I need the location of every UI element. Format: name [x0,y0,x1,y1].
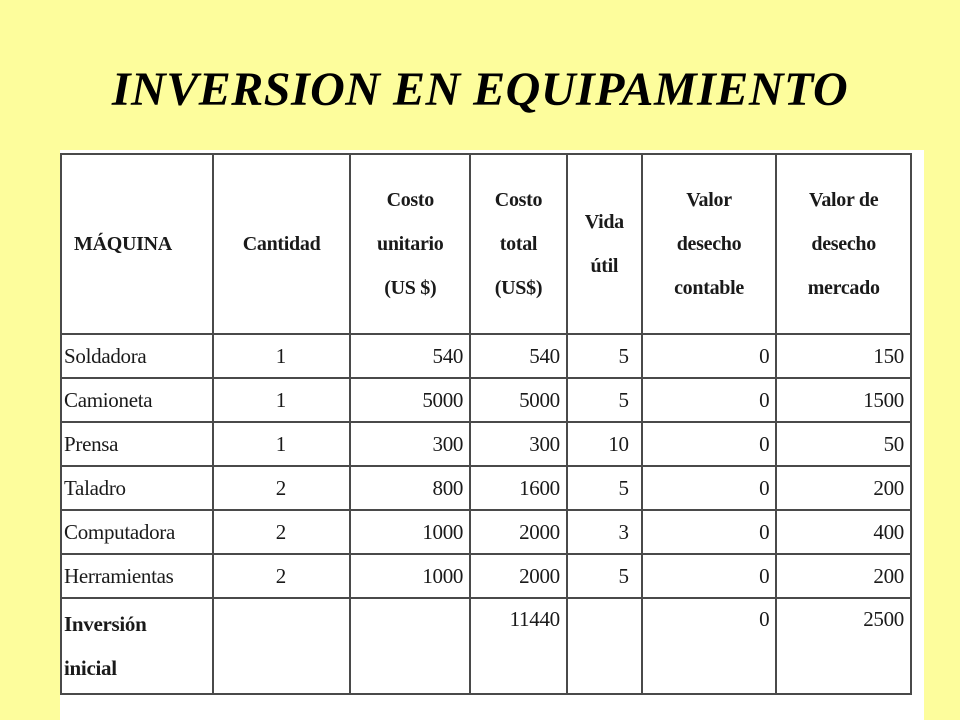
header-quantity [213,154,351,334]
cell-useful-life: 5 [567,378,642,422]
cell-quantity: 1 [213,422,351,466]
header-book-salvage-line1: Valor [686,189,732,211]
cell-useful-life: 10 [567,422,642,466]
total-label-line1: Inversión [64,612,147,636]
cell-quantity: 1 [213,378,351,422]
cell-useful-life: 3 [567,510,642,554]
cell-market-salvage: 200 [776,554,911,598]
cell-unit-cost: 5000 [350,378,470,422]
header-market-salvage-line2: desecho [811,233,876,255]
table-row [61,466,911,510]
cell-total-cost: 5000 [470,378,567,422]
cell-book-salvage: 0 [642,466,777,510]
header-useful-life [567,154,642,334]
cell-machine: Herramientas [61,554,213,598]
table-row [61,334,911,378]
total-row [61,598,911,694]
cell-unit-cost: 1000 [350,554,470,598]
cell-book-salvage: 0 [642,422,777,466]
cell-total-cost: 2000 [470,510,567,554]
cell-unit-cost: 540 [350,334,470,378]
cell-machine: Soldadora [61,334,213,378]
header-market-salvage [776,154,911,334]
header-unit-cost-line1: Costo [386,189,434,211]
header-machine-line1: MÁQUINA [74,233,172,255]
cell-unit-cost: 300 [350,422,470,466]
cell-total-cost: 300 [470,422,567,466]
cell-total-cost: 540 [470,334,567,378]
table-row [61,510,911,554]
table-row [61,554,911,598]
header-total-cost-line2: total [499,233,538,255]
header-market-salvage-line1: Valor de [809,189,879,211]
header-total-cost [470,154,567,334]
header-book-salvage-line2: desecho [676,233,742,255]
cell-book-salvage: 0 [642,334,777,378]
cell-unit-cost: 1000 [350,510,470,554]
cell-market-salvage: 1500 [776,378,911,422]
cell-machine: Prensa [61,422,213,466]
slide-title: INVERSION EN EQUIPAMIENTO [111,63,849,116]
table-panel [60,150,924,720]
cell-machine: Computadora [61,510,213,554]
header-book-salvage-line3: contable [674,277,744,299]
cell-machine: Taladro [61,466,213,510]
cell-quantity: 2 [213,466,351,510]
cell-useful-life: 5 [567,554,642,598]
header-total-cost-line1: Costo [494,189,543,211]
cell-useful-life: 5 [567,466,642,510]
cell-market-salvage: 200 [776,466,911,510]
cell-total-cost: 1600 [470,466,567,510]
table-row [61,422,911,466]
cell-useful-life: 5 [567,334,642,378]
cell-book-salvage: 0 [642,378,777,422]
header-quantity-line1: Cantidad [242,233,321,255]
header-useful-life-line2: útil [590,255,619,277]
total-quantity-empty [213,598,351,694]
cell-book-salvage: 0 [642,510,777,554]
cell-market-salvage: 400 [776,510,911,554]
cell-quantity: 2 [213,554,351,598]
total-useful-life-empty [567,598,642,694]
total-unit-cost-empty [350,598,470,694]
cell-market-salvage: 150 [776,334,911,378]
header-unit-cost [350,154,470,334]
header-total-cost-line3: (US$) [494,277,543,299]
cell-total-cost: 2000 [470,554,567,598]
header-useful-life-line1: Vida [584,211,624,233]
cell-machine: Camioneta [61,378,213,422]
cell-quantity: 2 [213,510,351,554]
total-label [61,598,213,694]
table-header-row [61,154,911,334]
header-unit-cost-line3: (US $) [384,277,437,299]
table-row [61,378,911,422]
header-market-salvage-line3: mercado [807,277,880,299]
total-label-line2: inicial [64,656,117,680]
total-market-salvage-value: 2500 [776,598,911,694]
header-book-salvage [642,154,777,334]
cell-quantity: 1 [213,334,351,378]
total-cost-value: 11440 [470,598,567,694]
total-book-salvage-value: 0 [642,598,777,694]
cell-market-salvage: 50 [776,422,911,466]
cell-book-salvage: 0 [642,554,777,598]
cell-unit-cost: 800 [350,466,470,510]
equipment-investment-table [60,153,912,695]
header-unit-cost-line2: unitario [377,233,444,255]
header-machine [61,154,213,334]
